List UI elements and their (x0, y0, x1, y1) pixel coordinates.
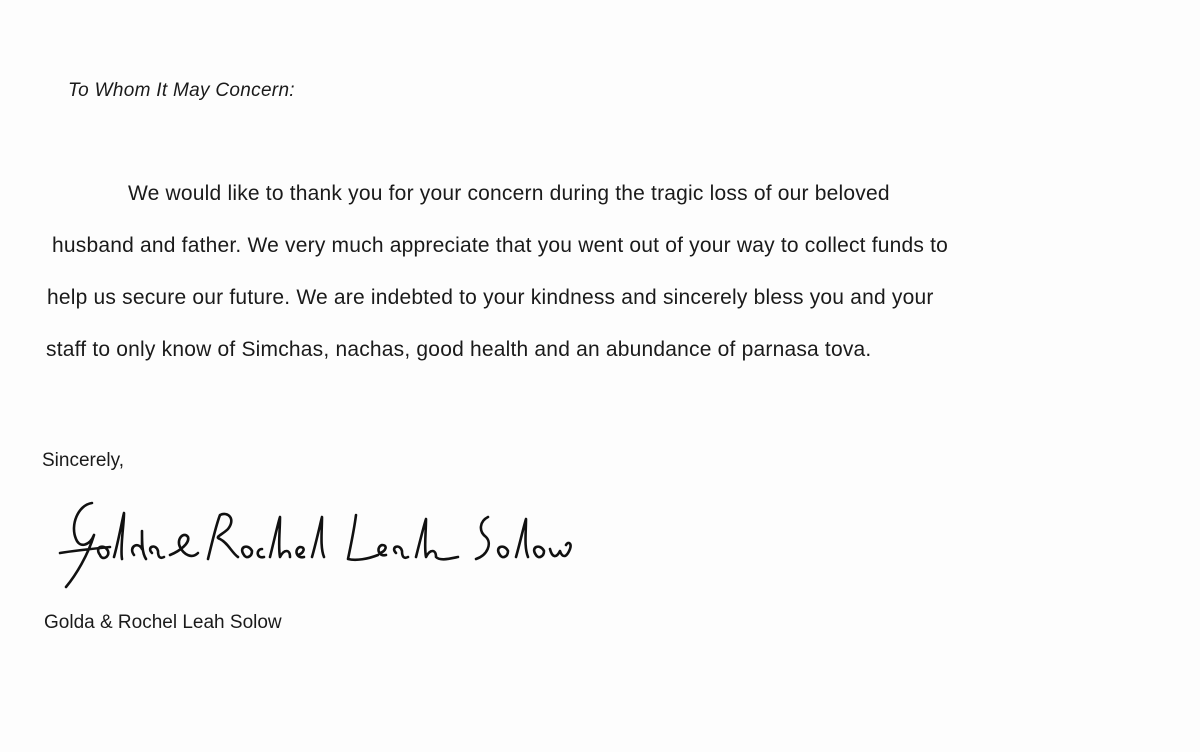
handwritten-signature (30, 495, 630, 595)
body-line-4: staff to only know of Simchas, nachas, good health and an abundance of parnasa tova. (46, 338, 872, 361)
body-line-1: We would like to thank you for your concern during the tragic loss of our beloved (128, 182, 890, 205)
signer-name: Golda & Rochel Leah Solow (44, 612, 282, 633)
body-line-3: help us secure our future. We are indebted to your kindness and sincerely bless you and your (47, 286, 934, 309)
closing: Sincerely, (42, 450, 125, 471)
salutation: To Whom It May Concern: (68, 80, 295, 101)
body-line-2: husband and father. We very much appreciate that you went out of your way to collect funds to (52, 234, 949, 257)
